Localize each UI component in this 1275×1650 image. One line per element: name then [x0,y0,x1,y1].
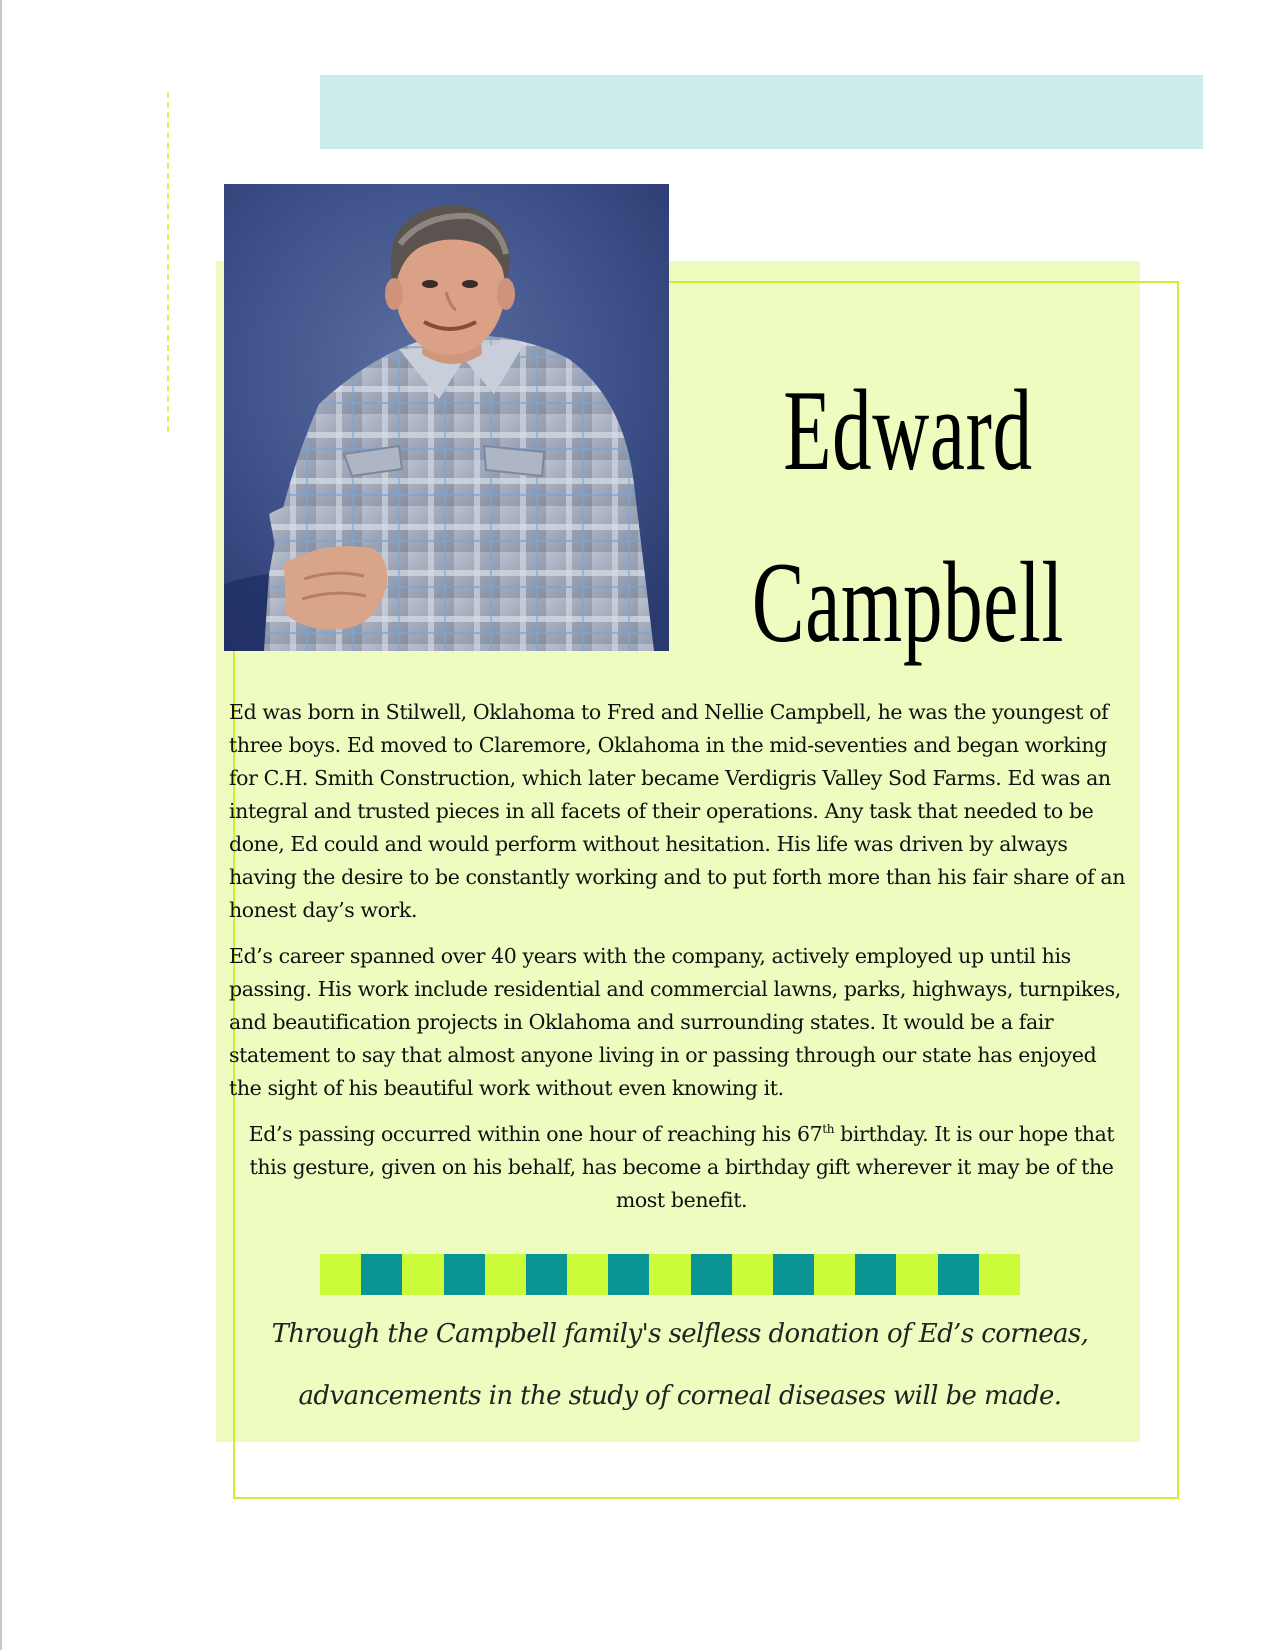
checker-cell [608,1254,649,1295]
checker-cell [526,1254,567,1295]
ordinal-suffix: th [822,1122,835,1137]
checker-cell [567,1254,608,1295]
biography-paragraph-3 [229,1118,1134,1217]
dashed-rule-decoration [167,92,169,432]
checker-cell [485,1254,526,1295]
checker-cell [732,1254,773,1295]
checkered-divider [320,1254,1020,1295]
paragraph-3-start: Ed’s passing occurred within one hour of reaching his 67 [248,1122,823,1146]
paragraph-3-end: birthday. It is our hope that this gesture, given on his behalf, has become a birthday gift wherever it may be of the most benefit. [249,1122,1115,1212]
checker-cell [855,1254,896,1295]
name-last: Campbell [751,539,1065,667]
checker-cell [773,1254,814,1295]
checker-cell [814,1254,855,1295]
checker-cell [361,1254,402,1295]
biography-paragraph-1: Ed was born in Stilwell, Oklahoma to Fred and Nellie Campbell, he was the youngest of three boys. Ed moved to Claremore, Oklahoma in the mid-seventies and began working for C.H. Smith Construction, which later became Verdigris Valley Sod Farms. Ed was an integral and trusted pieces in all facets of their operations. Any task that needed to be done, Ed could and would perform without hesitation. His life was driven by always having the desire to be constantly working and to put forth more than his fair share of an honest day’s work. [229,700,1126,922]
portrait-photo [224,184,669,651]
checker-cell [320,1254,361,1295]
tagline-line-2: advancements in the study of corneal diseases will be made. [298,1381,1062,1411]
checker-cell [896,1254,937,1295]
checker-cell [649,1254,690,1295]
biography-paragraph-2: Ed’s career spanned over 40 years with the company, actively employed up until his passing. His work include residential and commercial lawns, parks, highways, turnpikes, and beautification projects in Oklahoma and surrounding states. It would be a fair statement to say that almost anyone living in or passing through our state has enjoyed the sight of his beautiful work without even knowing it. [229,944,1121,1100]
biography-text [229,696,1134,1230]
person-name [745,345,1071,689]
checker-cell [938,1254,979,1295]
checker-cell [402,1254,443,1295]
page-edge-line [0,0,2,1650]
top-color-band [320,75,1203,149]
checker-cell [979,1254,1020,1295]
tagline-line-1: Through the Campbell family's selfless donation of Ed’s corneas, [271,1319,1089,1349]
donation-tagline [230,1303,1130,1427]
checker-cell [444,1254,485,1295]
name-first: Edward [783,367,1033,495]
checker-cell [691,1254,732,1295]
